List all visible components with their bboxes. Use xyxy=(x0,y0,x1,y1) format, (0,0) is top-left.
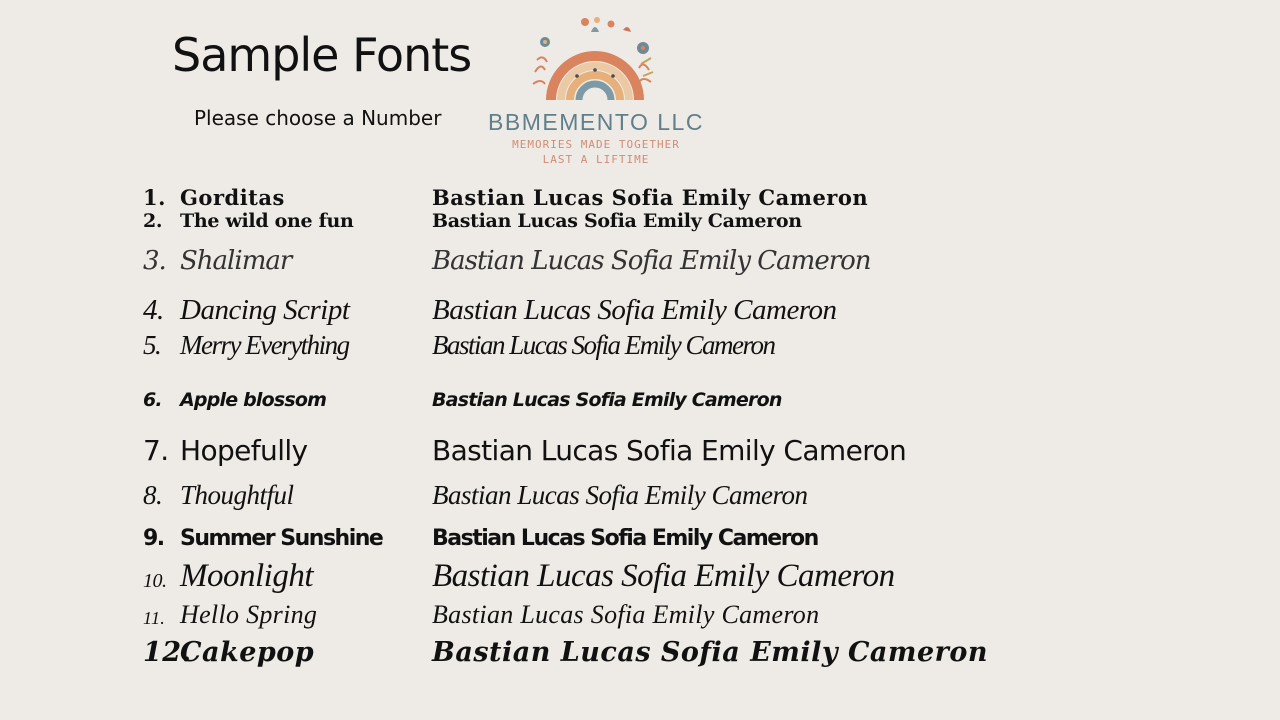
font-number: 11. xyxy=(143,608,166,628)
brand-tagline-line2: LAST A LIFTIME xyxy=(542,153,650,166)
font-sample: Bastian Lucas Sofia Emily Cameron xyxy=(432,558,895,594)
font-number: 5. xyxy=(143,330,161,360)
font-row-7 xyxy=(0,434,1280,474)
font-sample: Bastian Lucas Sofia Emily Cameron xyxy=(432,600,820,629)
font-row-2 xyxy=(0,210,1280,250)
font-sample: Bastian Lucas Sofia Emily Cameron xyxy=(432,330,775,360)
font-number: 4. xyxy=(143,294,164,326)
font-number: 10. xyxy=(143,570,167,592)
font-number: 3. xyxy=(143,246,166,276)
font-name: Apple blossom xyxy=(180,389,327,411)
font-sample: Bastian Lucas Sofia Emily Cameron xyxy=(432,294,837,326)
font-row-3 xyxy=(0,246,1280,286)
font-row-6 xyxy=(0,389,1280,429)
font-name: The wild one fun xyxy=(180,210,354,232)
font-name: Merry Everything xyxy=(180,330,349,360)
rainbow-icon xyxy=(525,14,665,104)
font-row-11 xyxy=(0,600,1280,640)
page-subtitle: Please choose a Number xyxy=(194,106,442,130)
font-row-10 xyxy=(0,558,1280,598)
font-name: Cakepop xyxy=(180,637,315,668)
font-name: Shalimar xyxy=(180,246,292,276)
font-name: Gorditas xyxy=(180,185,285,210)
brand-logo xyxy=(470,14,720,174)
font-sample: Bastian Lucas Sofia Emily Cameron xyxy=(432,210,802,232)
font-sample: Bastian Lucas Sofia Emily Cameron xyxy=(432,389,782,411)
font-number: 9. xyxy=(143,526,164,551)
font-name: Hello Spring xyxy=(180,600,318,629)
brand-tagline-line1: MEMORIES MADE TOGETHER xyxy=(512,138,680,151)
font-name: Hopefully xyxy=(180,434,308,467)
font-number: 8. xyxy=(143,480,163,510)
font-row-12 xyxy=(0,637,1280,677)
font-sample: Bastian Lucas Sofia Emily Cameron xyxy=(432,480,808,510)
page-title: Sample Fonts xyxy=(172,28,472,82)
font-name: Dancing Script xyxy=(180,294,350,326)
font-number: 7. xyxy=(143,434,169,467)
font-sample: Bastian Lucas Sofia Emily Cameron xyxy=(432,637,989,668)
font-sample: Bastian Lucas Sofia Emily Cameron xyxy=(432,246,871,276)
font-sample: Bastian Lucas Sofia Emily Cameron xyxy=(432,434,907,467)
font-number: 1. xyxy=(143,185,166,210)
font-row-8 xyxy=(0,480,1280,520)
font-name: Moonlight xyxy=(180,558,313,594)
font-sample: Bastian Lucas Sofia Emily Cameron xyxy=(432,185,869,210)
font-name: Thoughtful xyxy=(180,480,294,510)
font-sample: Bastian Lucas Sofia Emily Cameron xyxy=(432,526,818,551)
font-number: 6. xyxy=(143,389,162,411)
font-number: 2. xyxy=(143,210,163,232)
font-number: 12. xyxy=(143,637,192,668)
font-row-5 xyxy=(0,330,1280,370)
font-row-4 xyxy=(0,294,1280,334)
font-name: Summer Sunshine xyxy=(180,526,383,551)
brand-name: BBMEMENTO LLC xyxy=(488,109,704,135)
